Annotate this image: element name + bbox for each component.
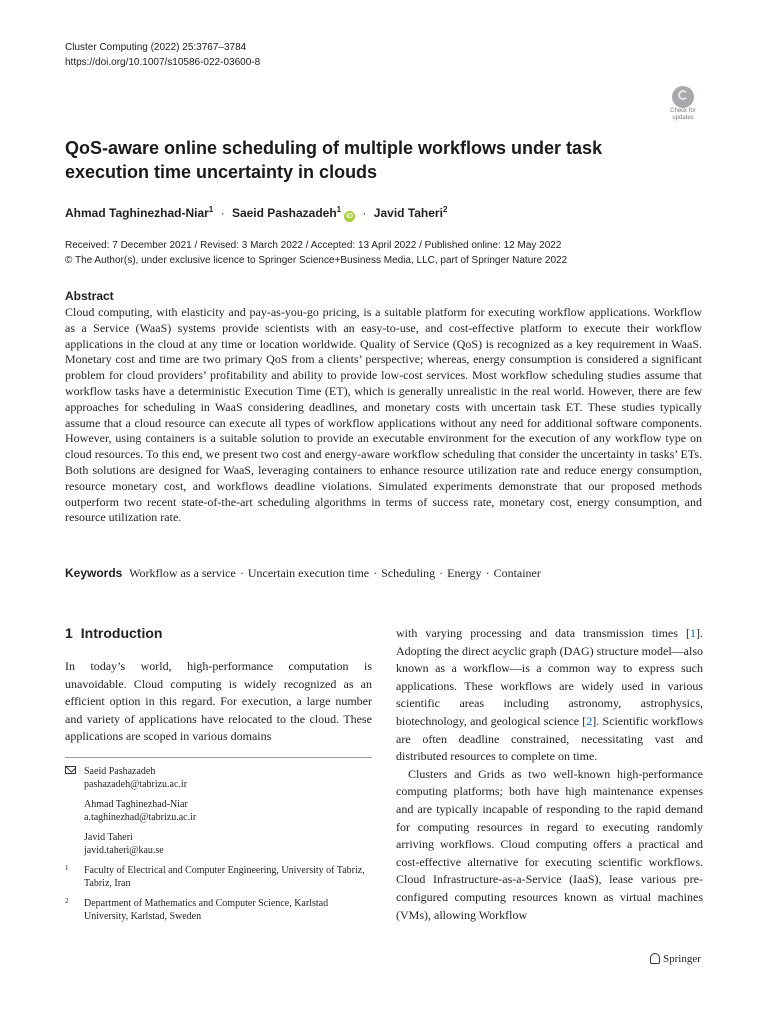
springer-horse-icon [650, 953, 660, 964]
section-number: 1 [65, 625, 73, 641]
corresponding-author [65, 765, 372, 857]
intro-text: ]. Adopting the direct acyclic graph (DAG) structure model—also known as a workflow—is a common way to express such applications. These workflows are widely used in various scientific areas including astronomy, astrophysics, biotechnology, and geological science [ [396, 626, 703, 728]
keyword: Uncertain execution time [247, 566, 370, 580]
citation-link[interactable]: 1 [690, 626, 696, 640]
abstract-text: Cloud computing, with elasticity and pay-as-you-go pricing, is a suitable platform for executing workflow applications. Workflow as a Service (WaaS) systems provide scientists with an easy-to-use, and cost-effective platform to execute their workflow applications in the cloud at any time or location worldwide. Quality of Service (QoS) is recognized as a key requirement in WaaS. Monetary cost and time are two primary QoS from a clients’ perspective; whereas, energy consumption is considered a significant problem for cloud providers’ profitability and ability to provide low-cost services. Most workflow scheduling studies assume that workflow tasks have a deterministic Execution Time (ET), which is generally unrealistic in the real world. However, there are few approaches for scheduling in WaaS considering deadlines, and monetary costs with uncertain task ET. These studies typically assume that a cloud resource can execute all types of workflow applications without any need for additional software components. However, using containers is a suitable solution to provide an executable environment for the execution of any workflow type on cloud resources. To this end, we present two cost and energy-aware workflow scheduling that consider the uncertainty in tasks’ ETs. Both solutions are designed for WaaS, leveraging containers to enhance resource utilization rate and reduce energy consumption, resource monetary cost, and workflows deadline violations. Simulated experiments demonstrate that our proposed methods outperform two recent state-of-the-art scheduling algorithms in terms of success rate, monetary cost, energy consumption, and resource utilization rate. [65, 305, 702, 525]
publication-history [65, 238, 567, 268]
keyword: Container [493, 566, 541, 580]
footnote-author-name: Ahmad Taghinezhad-Niar [84, 799, 188, 810]
intro-text: with varying processing and data transmission times [ [396, 626, 690, 640]
footnote-divider [65, 757, 372, 758]
affiliation-text: Faculty of Electrical and Computer Engineering, University of Tabriz, Tabriz, Iran [84, 865, 365, 889]
footnote-author-name: Javid Taheri [84, 832, 133, 843]
affiliation [65, 897, 372, 923]
keyword-separator: · [373, 566, 378, 580]
footnote-email[interactable]: pashazadeh@tabrizu.ac.ir [84, 779, 188, 790]
footnotes [65, 765, 372, 923]
check-badge-line1: Check for [670, 108, 696, 114]
keyword-separator: · [239, 566, 244, 580]
envelope-icon [65, 766, 76, 774]
affiliation-mark: 2 [65, 897, 69, 905]
keywords-heading: Keywords [65, 566, 123, 580]
copyright-line: © The Author(s), under exclusive licence to Springer Science+Business Media, LLC, part of Springer Nature 2022 [65, 255, 568, 266]
author-name[interactable]: Saeid Pashazadeh [231, 206, 337, 220]
section-heading [65, 625, 162, 641]
intro-paragraph: Clusters and Grids as two well-known high-performance computing platforms; both have high maintenance expenses and are typically incapable of responding to the rapid demand for computing resources in regard to executing randomly arriving workflows. Cloud computing offers a practical and cost-effective alternative for executing scientific workflows. Cloud Infrastructure-as-a-Service (IaaS), lease various pre-configured computing resources known as virtual machines (VMs), allowing Workflow [396, 766, 703, 922]
orcid-icon[interactable]: iD [346, 213, 354, 220]
abstract-heading: Abstract [65, 289, 114, 303]
author-separator: · [362, 206, 367, 220]
journal-header [65, 40, 260, 70]
author-affiliation-mark: 1 [336, 205, 342, 214]
author-affiliation-mark: 2 [442, 205, 448, 214]
intro-paragraph-left: In today’s world, high-performance computation is unavoidable. Cloud computing is widely recognized as an efficient option in this regard. For execution, a large number and variety of applications have relocated to the cloud. These applications are scoped in various domains [65, 659, 372, 744]
keyword-separator: · [485, 566, 490, 580]
author-affiliation-mark: 1 [208, 205, 214, 214]
paper-title: QoS-aware online scheduling of multiple workflows under task execution time uncertainty in clouds [65, 138, 603, 182]
footnote-email[interactable]: javid.taheri@kau.se [84, 845, 164, 856]
doi-link[interactable]: https://doi.org/10.1007/s10586-022-03600-8 [65, 57, 261, 68]
author-name[interactable]: Javid Taheri [373, 206, 443, 220]
check-for-updates-badge[interactable] [664, 86, 702, 124]
publisher-logo [650, 953, 701, 965]
keyword-separator: · [439, 566, 444, 580]
journal-citation: Cluster Computing (2022) 25:3767–3784 [65, 42, 247, 53]
author-name[interactable]: Ahmad Taghinezhad-Niar [65, 206, 209, 220]
intro-column-right [396, 625, 703, 924]
keyword: Energy [447, 566, 482, 580]
intro-paragraph [396, 625, 703, 766]
check-badge-line2: updates [672, 115, 694, 121]
keyword: Workflow as a service [129, 566, 236, 580]
author-list [65, 201, 447, 222]
affiliation-mark: 1 [65, 864, 69, 872]
affiliation [65, 864, 372, 890]
citation-link[interactable]: 2 [586, 713, 593, 728]
author-separator: · [220, 206, 225, 220]
keywords [65, 565, 541, 581]
crossmark-icon [672, 86, 694, 108]
dates-line: Received: 7 December 2021 / Revised: 3 March 2022 / Accepted: 13 April 2022 / Published online: 12 May 2022 [65, 240, 562, 251]
intro-text: ]. Scientific workflows are often deadline constrained, necessitating vast and distributed resources to complete on time. [396, 713, 703, 764]
footnote-author-name: Saeid Pashazadeh [84, 766, 156, 777]
affiliation-text: Department of Mathematics and Computer Science, Karlstad University, Karlstad, Sweden [84, 898, 329, 922]
footnote-email[interactable]: a.taghinezhad@tabrizu.ac.ir [84, 812, 197, 823]
publisher-name: Springer [663, 953, 701, 965]
section-title: Introduction [80, 625, 163, 641]
keyword: Scheduling [381, 566, 436, 580]
